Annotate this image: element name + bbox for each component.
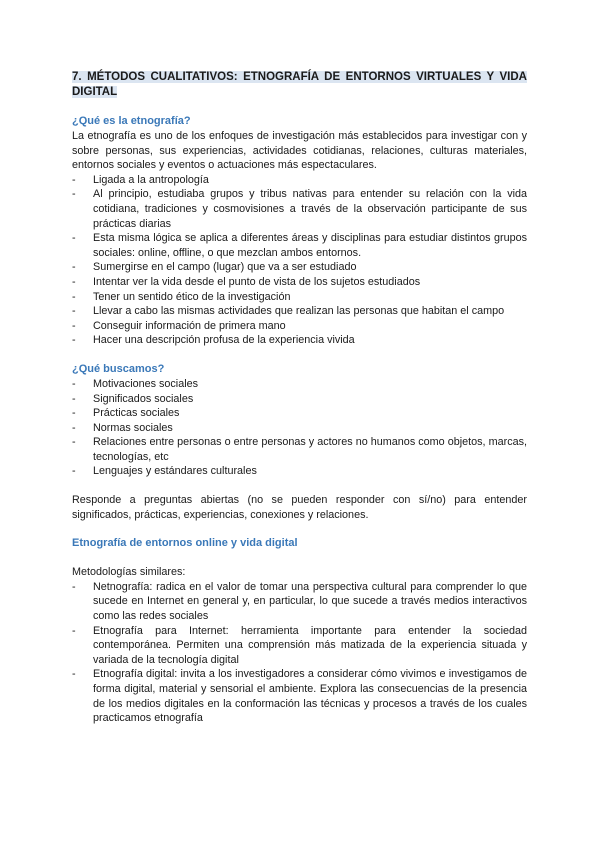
section-heading-que-es: ¿Qué es la etnografía? [72,115,191,127]
list-item: - Motivaciones sociales [72,377,527,392]
list-item: - Ligada a la antropología [72,173,527,188]
list-item: - Normas sociales [72,421,527,436]
list-item: - Esta misma lógica se aplica a diferentes áreas y disciplinas para estudiar distintos grupos sociales: online, offline, o que mezclan ambos entornos. [72,231,527,260]
paragraph-metodologias: Metodologías similares: [72,566,186,579]
list-metodologias [72,580,527,726]
list-item: - Conseguir información de primera mano [72,319,527,334]
list-item: - Etnografía digital: invita a los investigadores a considerar cómo vivimos e investigamos de forma digital, material y sensorial el ambiente. Explora las consecuencias de la presencia de los medios digitales en la conformación las técnicas y procesos a través de los cuales practicamos etnografía [72,667,527,725]
list-item: - Hacer una descripción profusa de la experiencia vivida [72,333,527,348]
section-heading-que-buscamos: ¿Qué buscamos? [72,362,165,375]
list-item: - Sumergirse en el campo (lugar) que va a ser estudiado [72,260,527,275]
list-item: - Llevar a cabo las mismas actividades que realizan las personas que habitan el campo [72,304,527,319]
paragraph-intro: La etnografía es uno de los enfoques de investigación más establecidos para investigar con y sobre personas, sus experiencias, actividades cotidianas, relaciones, culturas materiales, entornos sociales y eventos o actuaciones más espectaculares. [72,130,527,172]
document-body [72,70,527,726]
list-que-es [72,173,527,348]
list-item: - Etnografía para Internet: herramienta importante para entender la sociedad contemporánea. Permiten una comprensión más matizada de la experiencia situada y variada de la tecnología digital [72,624,527,668]
section-heading-etnografia-online: Etnografía de entornos online y vida digital [72,537,298,550]
list-item: - Tener un sentido ético de la investigación [72,290,527,305]
document-title-text: 7. MÉTODOS CUALITATIVOS: ETNOGRAFÍA DE ENTORNOS VIRTUALES Y VIDA DIGITAL [72,71,527,98]
paragraph-responde: Responde a preguntas abiertas (no se pueden responder con sí/no) para entender significados, prácticas, experiencias, conexiones y relaciones. [72,494,527,521]
list-item: - Significados sociales [72,392,527,407]
list-item: - Intentar ver la vida desde el punto de vista de los sujetos estudiados [72,275,527,290]
list-item: - Al principio, estudiaba grupos y tribus nativas para entender su relación con la vida cotidiana, tradiciones y cosmovisiones a través de la observación participante de sus prácticas diarias [72,187,527,231]
list-que-buscamos [72,377,527,479]
list-item: - Prácticas sociales [72,406,527,421]
list-item: - Netnografía: radica en el valor de tomar una perspectiva cultural para comprender lo que sucede en Internet en general y, en particular, lo que sucede a través medios interactivos como las redes sociales [72,580,527,624]
document-title [72,70,527,100]
list-item: - Lenguajes y estándares culturales [72,464,527,479]
list-item: - Relaciones entre personas o entre personas y actores no humanos como objetos, marcas, tecnologías, etc [72,435,527,464]
